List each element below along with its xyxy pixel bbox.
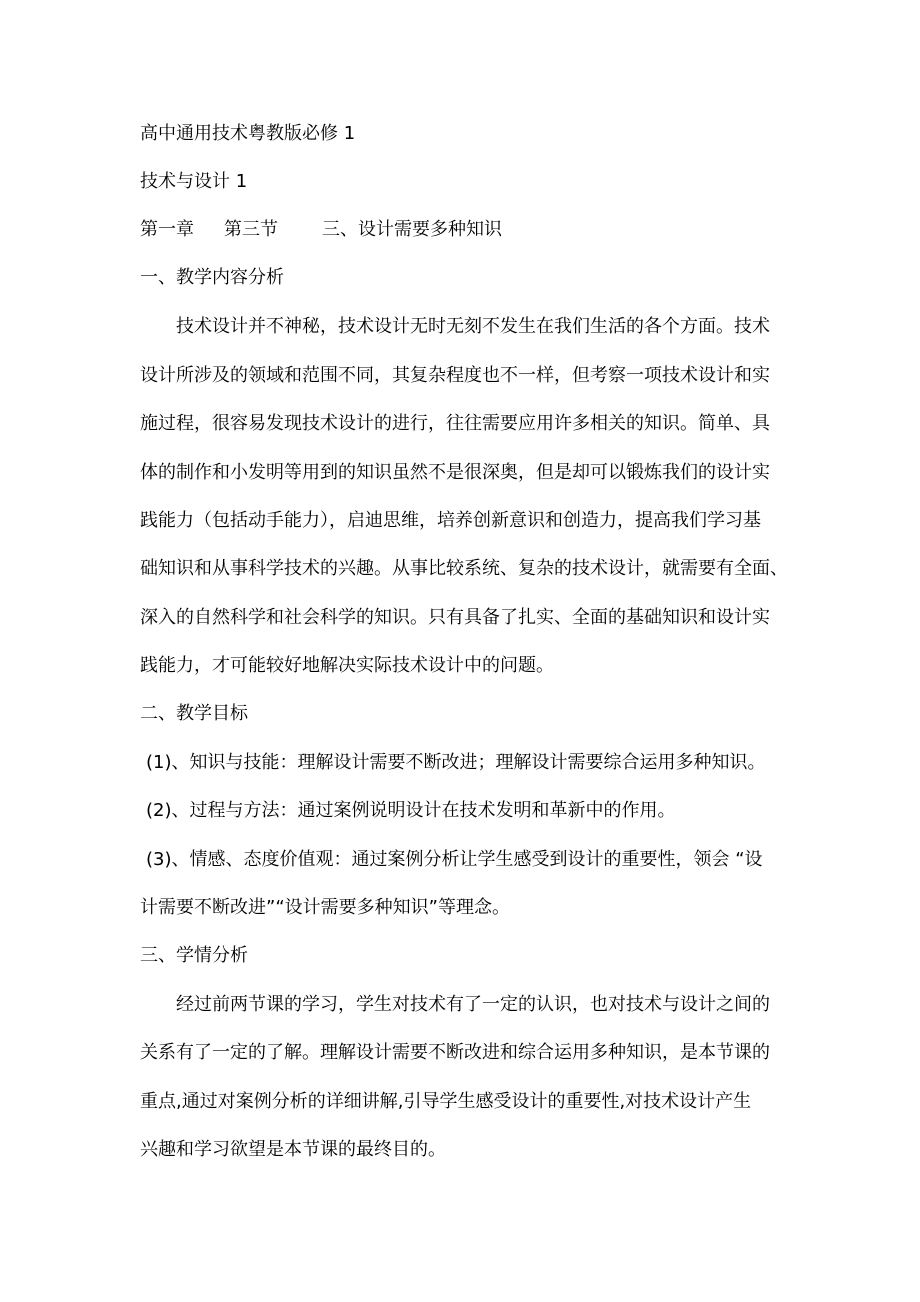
section-heading-2: 二、教学目标 — [140, 703, 248, 724]
paragraph-line: 重点,通过对案例分析的详细讲解,引导学生感受设计的重要性,对技术设计产生 — [140, 1091, 752, 1112]
objective-knowledge: (1)、知识与技能：理解设计需要不断改进；理解设计需要综合运用多种知识。 — [146, 752, 766, 773]
document-subtitle: 技术与设计 1 — [140, 171, 248, 192]
paragraph-line: 技术设计并不神秘，技术设计无时无刻不发生在我们生活的各个方面。技术 — [176, 316, 770, 337]
chapter-label: 第一章 — [140, 219, 194, 240]
document-title: 高中通用技术粤教版必修 1 — [140, 123, 356, 144]
paragraph-line: 关系有了一定的了解。理解设计需要不断改进和综合运用多种知识，是本节课的 — [140, 1042, 770, 1063]
paragraph-line: 施过程，很容易发现技术设计的进行，往往需要应用许多相关的知识。简单、具 — [140, 413, 770, 434]
paragraph-line: 础知识和从事科学技术的兴趣。从事比较系统、复杂的技术设计，就需要有全面、 — [140, 558, 788, 579]
paragraph-line: 践能力（包括动手能力），启迪思维，培养创新意识和创造力，提高我们学习基 — [140, 510, 761, 531]
objective-attitude: (3)、情感、态度价值观：通过案例分析让学生感受到设计的重要性，领会 “设 — [146, 849, 763, 870]
paragraph-line: 践能力，才可能较好地解决实际技术设计中的问题。 — [140, 655, 554, 676]
paragraph-line: 深入的自然科学和社会科学的知识。只有具备了扎实、全面的基础知识和设计实 — [140, 607, 770, 628]
paragraph-line: 经过前两节课的学习，学生对技术有了一定的认识，也对技术与设计之间的 — [176, 994, 770, 1015]
section-heading-1: 一、教学内容分析 — [140, 267, 284, 288]
paragraph-line: 体的制作和小发明等用到的知识虽然不是很深奥，但是却可以锻炼我们的设计实 — [140, 462, 770, 483]
paragraph-line: 设计所涉及的领域和范围不同，其复杂程度也不一样，但考察一项技术设计和实 — [140, 365, 770, 386]
topic-label: 三、设计需要多种知识 — [322, 219, 502, 240]
objective-attitude-continued: 计需要不断改进”“设计需要多种知识”等理念。 — [140, 897, 510, 918]
chapter-heading — [140, 218, 800, 242]
objective-process: (2)、过程与方法：通过案例说明设计在技术发明和革新中的作用。 — [146, 800, 676, 821]
paragraph-line: 兴趣和学习欲望是本节课的最终目的。 — [140, 1139, 446, 1160]
section-heading-3: 三、学情分析 — [140, 945, 248, 966]
section-label: 第三节 — [224, 219, 278, 240]
